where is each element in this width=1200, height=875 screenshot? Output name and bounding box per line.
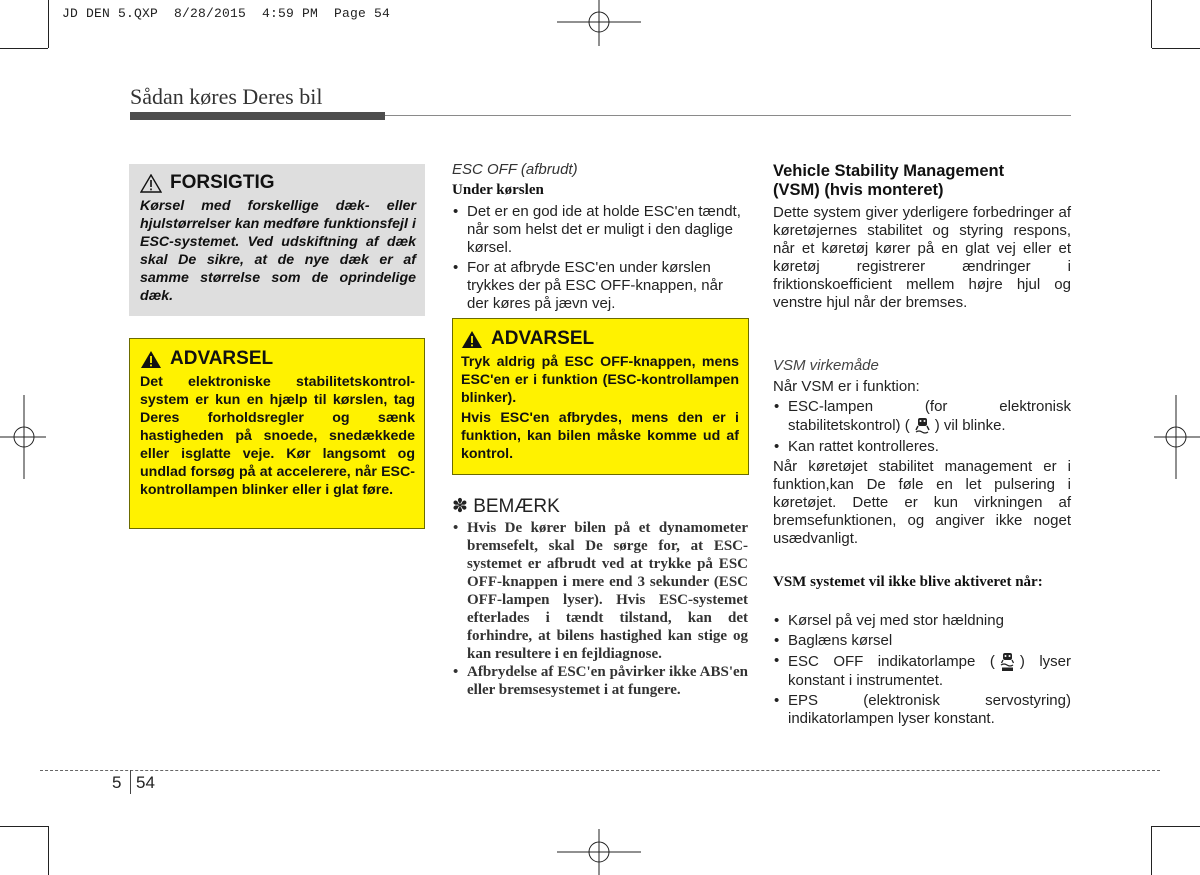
warning-paragraph: Tryk aldrig på ESC OFF-knappen, mens ESC'en er i funktion (ESC-kontrollampen blinker). — [461, 354, 739, 406]
vsm-in-function: Når VSM er i funktion: — [773, 378, 920, 395]
vsm-not-active-label: VSM systemet vil ikke blive aktiveret når: — [773, 574, 1043, 590]
vsm-title-line: Vehicle Stability Management — [773, 162, 1005, 180]
note-list — [452, 519, 748, 699]
caution-text: Kørsel med forskellige dæk- eller hjulstørrelser kan medføre funktionsfejl i ESC-systemet. Ved udskiftning af dæk skal De sikre, at de nye dæk er af samme størrelse som de oprindelige dæk. — [140, 198, 416, 304]
page-title: Sådan køres Deres bil — [130, 84, 323, 109]
text: stabilitetskontrol) ( — [788, 416, 910, 434]
warning-heading-label: ADVARSEL — [491, 328, 595, 349]
vsm-operation-subtitle: VSM virkemåde — [773, 357, 879, 374]
caution-box — [129, 164, 425, 316]
esc-off-subtitle: ESC OFF (afbrudt) — [452, 161, 578, 178]
warning-box-left — [129, 338, 425, 529]
page-number: 54 — [136, 773, 155, 792]
text: (for — [924, 398, 948, 415]
print-slug: JD DEN 5.QXP 8/28/2015 4:59 PM Page 54 — [62, 6, 391, 21]
warning-triangle-icon — [461, 330, 483, 349]
caution-heading — [140, 172, 416, 194]
text: ) lyser konstant i instrumentet. — [788, 652, 1071, 689]
note-heading: ✽ BEMÆRK — [452, 496, 560, 517]
vsm-intro: Dette system giver yderligere forbedringer af køretøjernes stabilitet og styring respons, når et køretøj kører på en glat vej eller et køretøj registrerer ændringer i friktionskoefficient mellem højre hjul og venstre hjul når der bremses. — [773, 204, 1071, 311]
list-item: • Kørsel på vej med stor hældning — [773, 612, 1071, 630]
warning-triangle-icon — [140, 350, 162, 369]
vsm-paragraph: Når køretøjet stabilitet management er i funktion,kan De føle en let pulsering i køretøjet. Dette er kun virkningen af bremsefunktionen, og angiver ikke noget usædvanligt. — [773, 458, 1071, 547]
caution-heading-label: FORSIGTIG — [170, 172, 275, 193]
list-item: • Det er en god ide at holde ESC'en tændt, når som helst det er muligt i den daglige kørsel. — [452, 203, 748, 257]
list-item: • Kan rattet kontrolleres. — [773, 438, 1071, 456]
list-item: • For at afbryde ESC'en under kørslen trykkes der på ESC OFF-knappen, når der køres på jævn vej. — [452, 259, 748, 313]
vsm-title — [773, 162, 1004, 200]
list-item — [773, 652, 1071, 690]
list-item: • Baglæns kørsel — [773, 632, 1071, 650]
under-driving-label: Under kørslen — [452, 182, 544, 198]
warning-heading-label: ADVARSEL — [170, 348, 274, 369]
chapter-number: 5 — [112, 773, 122, 792]
list-item: • Hvis De kører bilen på et dynamometer bremsefelt, skal De sørge for, at ESC-systemet er afbrudt ved at trykke på ESC OFF-knappen i mere end 3 sekunder (ESC OFF-lampen lyser). Hvis ESC-systemet efterlades i tændt tilstand, kan det forhindre, at bilens hastighed kan stige og kan resultere i en fejldiagnose. — [452, 519, 748, 663]
text: ESC OFF indikatorlampe ( — [788, 652, 995, 670]
page-number-divider — [130, 770, 131, 794]
list-item: • EPS (elektronisk servostyring) indikatorlampen lyser konstant. — [773, 692, 1071, 728]
esc-off-list — [452, 203, 748, 315]
footer-rule — [40, 770, 1160, 771]
warning-heading — [140, 348, 415, 370]
warning-text: Det elektroniske stabilitetskontrol-system er kun en hjælp til kørslen, tag Deres forholdsregler og sænk hastigheden på snoede, snedækkede eller isglatte veje. Kør langsomt og undlad forsøg på at accelerere, når ESC-kontrollampen blinker eller i glat føre. — [140, 374, 415, 498]
warning-heading — [461, 328, 739, 350]
esc-indicator-icon — [914, 416, 931, 436]
warning-box-middle — [452, 318, 749, 475]
vsm-function-list — [773, 398, 1071, 458]
warning-text — [461, 353, 739, 463]
esc-off-indicator-icon — [999, 652, 1016, 672]
list-item: • Afbrydelse af ESC'en påvirker ikke ABS'en eller bremsesystemet i at fungere. — [452, 663, 748, 699]
vsm-title-line: (VSM) (hvis monteret) — [773, 181, 944, 199]
warning-paragraph: Hvis ESC'en afbrydes, mens den er i funktion, kan bilen måske komme ud af kontrol. — [461, 410, 739, 462]
vsm-not-active-list — [773, 612, 1071, 730]
text: ) vil blinke. — [934, 416, 1006, 434]
header-bar — [130, 112, 385, 120]
text: elektronisk — [999, 398, 1071, 415]
header-rule — [385, 115, 1071, 116]
list-item — [773, 398, 1071, 436]
caution-triangle-icon — [140, 174, 162, 193]
text: • ESC-lampen — [788, 398, 874, 415]
